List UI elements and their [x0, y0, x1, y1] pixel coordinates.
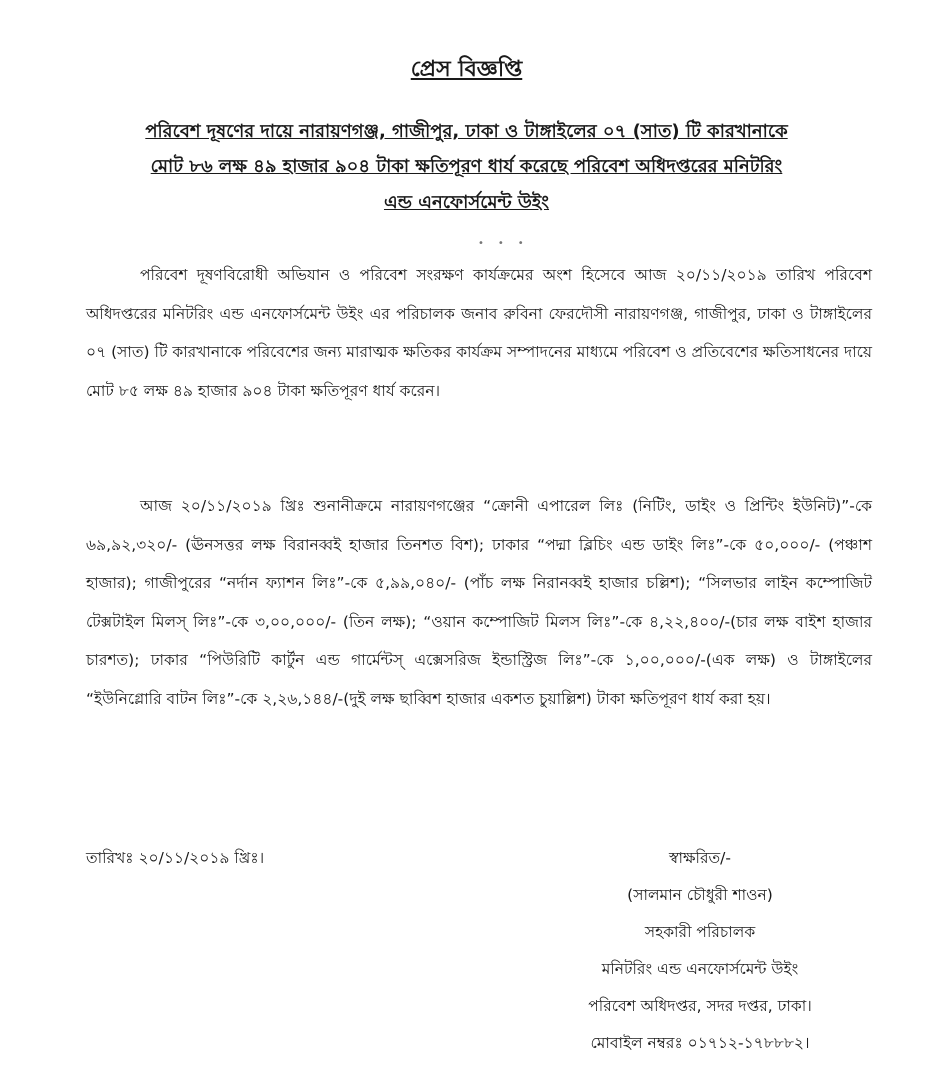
signature-block	[560, 840, 840, 1062]
signature-name: (সালমান চৌধুরী শাওন)	[627, 886, 773, 904]
headline-line-2: মোট ৮৬ লক্ষ ৪৯ হাজার ৯০৪ টাকা ক্ষতিপূরণ ধার্য করেছে পরিবেশ অধিদপ্তরের মনিটরিং	[150, 156, 783, 177]
scan-specks: •••	[478, 238, 538, 249]
date-line: তারিখঃ ২০/১১/২০১৯ খ্রিঃ।	[86, 849, 265, 867]
signature-office: পরিবেশ অধিদপ্তর, সদর দপ্তর, ঢাকা।	[588, 997, 812, 1015]
signature-signed: স্বাক্ষরিত/-	[669, 849, 731, 867]
signature-designation: সহকারী পরিচালক	[644, 923, 756, 941]
headline-line-1: পরিবেশ দূষণের দায়ে নারায়ণগঞ্জ, গাজীপুর, ঢাকা ও টাঙ্গাইলের ০৭ (সাত) টি কারখানাকে	[145, 121, 788, 142]
body-paragraph-2: আজ ২০/১১/২০১৯ খ্রিঃ শুনানীক্রমে নারায়ণগঞ্জের “ক্রোনী এপারেল লিঃ (নিটিং, ডাইং ও প্রিন্টিং ইউনিট)”-কে ৬৯,৯২,৩২০/- (ঊনসত্তর লক্ষ বিরানব্বই হাজার তিনশত বিশ); ঢাকার “পদ্মা ব্লিচিং এন্ড ডাইং লিঃ”-কে ৫০,০০০/- (পঞ্চাশ হাজার); গাজীপুরের “নর্দান ফ্যাশন লিঃ”-কে ৫,৯৯,০৪০/- (পাঁচ লক্ষ নিরানব্বই হাজার চল্লিশ); “সিলভার লাইন কম্পোজিট টেক্সটাইল মিলস্ লিঃ”-কে ৩,০০,০০০/- (তিন লক্ষ); “ওয়ান কম্পোজিট মিলস লিঃ”-কে ৪,২২,৪০০/-(চার লক্ষ বাইশ হাজার চারশত); ঢাকার “পিউরিটি কার্টুন এন্ড গার্মেন্টস্ এক্সেসরিজ ইন্ডাস্ট্রিজ লিঃ”-কে ১,০০,০০০/-(এক লক্ষ) ও টাঙ্গাইলের “ইউনিগ্লোরি বাটন লিঃ”-কে ২,২৬,১৪৪/-(দুই লক্ষ ছাব্বিশ হাজার একশত চুয়াল্লিশ) টাকা ক্ষতিপূরণ ধার্য করা হয়।	[86, 497, 872, 708]
signature-wing: মনিটরিং এন্ড এনফোর্সমেন্ট উইং	[601, 960, 799, 978]
headline-line-3: এন্ড এনফোর্সমেন্ট উইং	[383, 192, 550, 213]
signature-mobile: মোবাইল নম্বরঃ ০১৭১২-১৭৮৮৮২।	[590, 1034, 810, 1052]
body-paragraph-1: পরিবেশ দূষণবিরোধী অভিযান ও পরিবেশ সংরক্ষণ কার্যক্রমের অংশ হিসেবে আজ ২০/১১/২০১৯ তারিখ পরিবেশ অধিদপ্তরের মনিটরিং এন্ড এনফোর্সমেন্ট উইং এর পরিচালক জনাব রুবিনা ফেরদৌসী নারায়ণগঞ্জ, গাজীপুর, ঢাকা ও টাঙ্গাইলের ০৭ (সাত) টি কারখানাকে পরিবেশের জন্য মারাত্মক ক্ষতিকর কার্যক্রম সম্পাদনের মাধ্যমে পরিবেশ ও প্রতিবেশের ক্ষতিসাধনের দায়ে মোট ৮৫ লক্ষ ৪৯ হাজার ৯০৪ টাকা ক্ষতিপূরণ ধার্য করেন।	[86, 266, 872, 400]
document-title: প্রেস বিজ্ঞপ্তি	[410, 57, 523, 82]
